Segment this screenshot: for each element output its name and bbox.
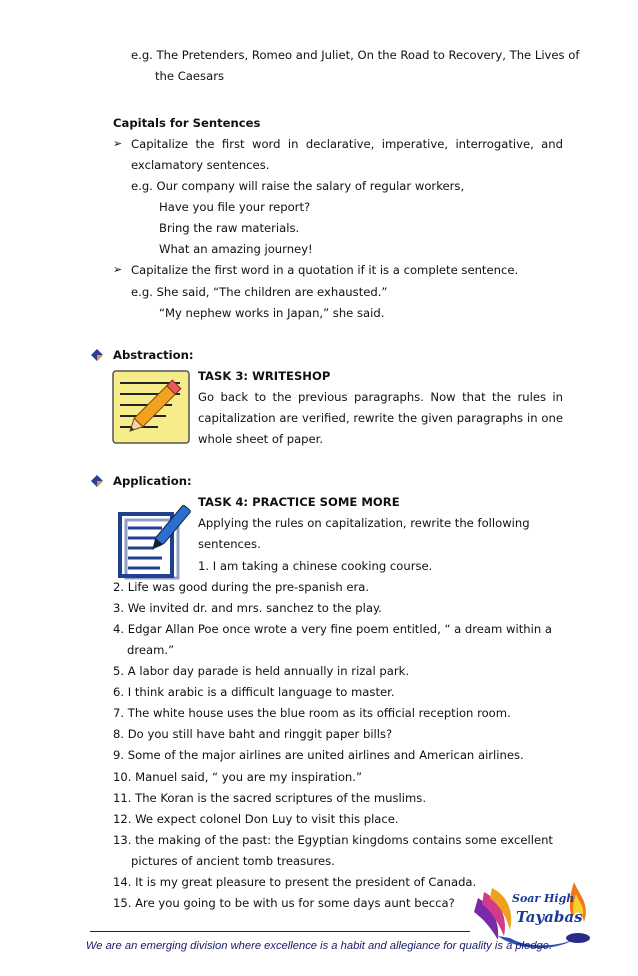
arrow-bullet-icon: ➢ bbox=[113, 263, 123, 276]
list-item: 4. Edgar Allan Poe once wrote a very fine poem entitled, “ a dream within a bbox=[113, 622, 552, 636]
logo-line2: Tayabas bbox=[516, 908, 583, 926]
list-item: 1. I am taking a chinese cooking course. bbox=[198, 559, 433, 573]
list-item: 5. A labor day parade is held annually in rizal park. bbox=[113, 664, 410, 678]
task3-title: TASK 3: WRITESHOP bbox=[198, 369, 331, 383]
task3-text: capitalization are verified, rewrite the given paragraphs in one bbox=[198, 411, 563, 425]
logo-line1: Soar High bbox=[512, 892, 575, 905]
example-line: What an amazing journey! bbox=[159, 242, 313, 256]
task4-title: TASK 4: PRACTICE SOME MORE bbox=[198, 495, 400, 509]
example-line: the Caesars bbox=[155, 69, 224, 83]
list-item: 6. I think arabic is a difficult language to master. bbox=[113, 685, 395, 699]
bullet-text: exclamatory sentences. bbox=[131, 158, 270, 172]
task4-text: Applying the rules on capitalization, rewrite the following bbox=[198, 516, 530, 530]
list-item: 11. The Koran is the sacred scriptures of the muslims. bbox=[113, 791, 427, 805]
task3-text: Go back to the previous paragraphs. Now that the rules in bbox=[198, 390, 563, 404]
list-item: 3. We invited dr. and mrs. sanchez to the play. bbox=[113, 601, 382, 615]
section-heading-application: Application: bbox=[113, 474, 192, 488]
notepad-pencil-icon bbox=[110, 367, 192, 447]
bullet-text: Capitalize the first word in a quotation if it is a complete sentence. bbox=[131, 263, 519, 277]
list-item: 8. Do you still have baht and ringgit paper bills? bbox=[113, 727, 393, 741]
example-line: Bring the raw materials. bbox=[159, 221, 300, 235]
example-line: e.g. Our company will raise the salary of regular workers, bbox=[131, 179, 465, 193]
list-item: pictures of ancient tomb treasures. bbox=[131, 854, 335, 868]
list-item: 14. It is my great pleasure to present the president of Canada. bbox=[113, 875, 477, 889]
list-item: dream.” bbox=[127, 643, 175, 657]
footer-rule bbox=[90, 931, 470, 932]
section-heading: Capitals for Sentences bbox=[113, 116, 261, 130]
list-item: 2. Life was good during the pre-spanish era. bbox=[113, 580, 370, 594]
arrow-bullet-icon: ➢ bbox=[113, 137, 123, 150]
example-line: “My nephew works in Japan,” she said. bbox=[159, 306, 385, 320]
example-line: e.g. The Pretenders, Romeo and Juliet, On the Road to Recovery, The Lives of bbox=[131, 48, 580, 62]
section-diamond-icon bbox=[90, 474, 104, 488]
example-line: Have you file your report? bbox=[159, 200, 311, 214]
document-pen-icon bbox=[112, 502, 192, 580]
section-diamond-icon bbox=[90, 348, 104, 362]
list-item: 15. Are you going to be with us for some days aunt becca? bbox=[113, 896, 455, 910]
list-item: 13. the making of the past: the Egyptian kingdoms contains some excellent bbox=[113, 833, 553, 847]
list-item: 7. The white house uses the blue room as its official reception room. bbox=[113, 706, 511, 720]
list-item: 9. Some of the major airlines are united airlines and American airlines. bbox=[113, 748, 524, 762]
footer-slogan: We are an emerging division where excellence is a habit and allegiance for quality is a pledge. bbox=[85, 940, 553, 952]
task4-text: sentences. bbox=[198, 537, 261, 551]
task3-text: whole sheet of paper. bbox=[198, 432, 324, 446]
bullet-text: Capitalize the first word in declarative, imperative, interrogative, and bbox=[131, 137, 563, 151]
section-heading-abstraction: Abstraction: bbox=[113, 348, 194, 362]
list-item: 12. We expect colonel Don Luy to visit this place. bbox=[113, 812, 399, 826]
list-item: 10. Manuel said, “ you are my inspiration.” bbox=[113, 770, 362, 784]
example-line: e.g. She said, “The children are exhausted.” bbox=[131, 285, 388, 299]
